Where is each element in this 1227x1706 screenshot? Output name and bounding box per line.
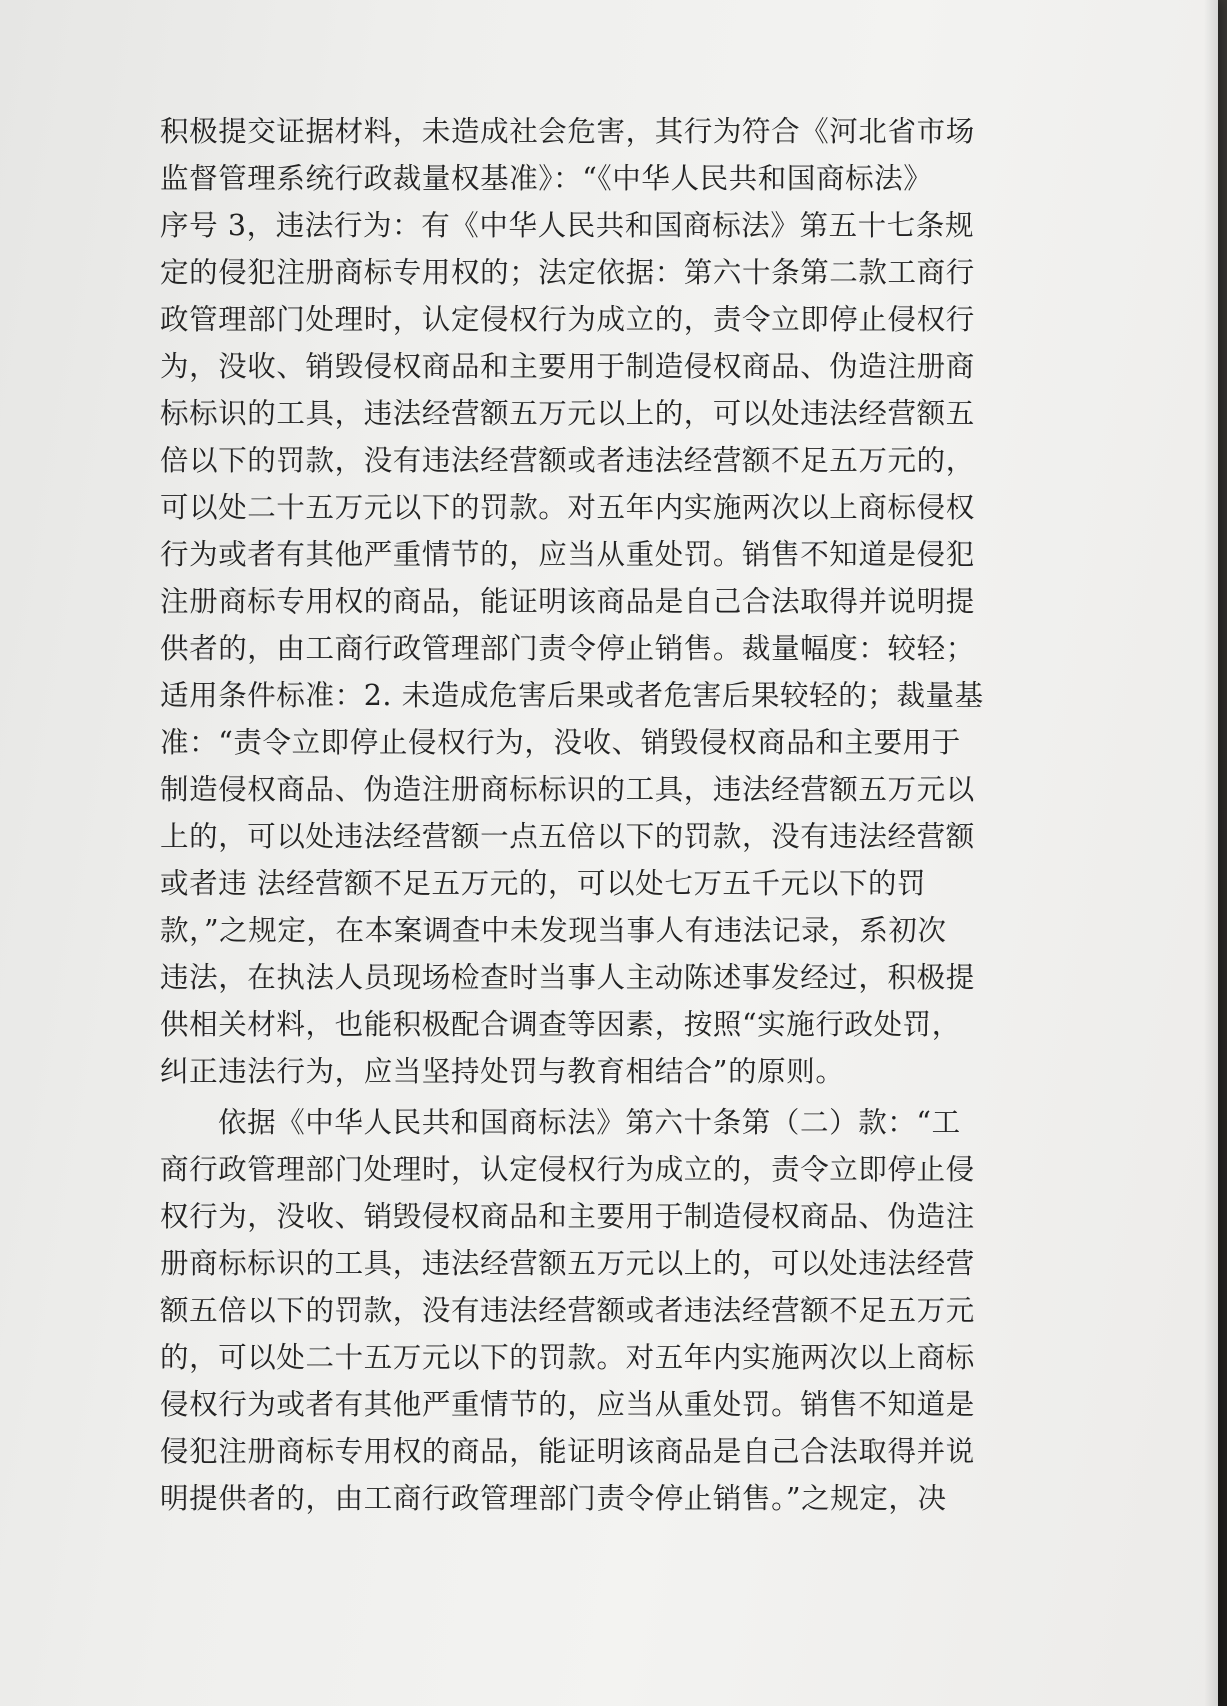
text-line: 准：“责令立即停止侵权行为，没收、销毁侵权商品和主要用于 [160, 726, 961, 759]
text-line: 积极提交证据材料，未造成社会危害，其行为符合《河北省市场 [160, 115, 975, 148]
text-line: 适用条件标准：2. 未造成危害后果或者危害后果较轻的；裁量基 [160, 679, 984, 712]
text-line: 明提供者的，由工商行政管理部门责令停止销售。”之规定，决 [160, 1482, 947, 1515]
text-line: 供者的，由工商行政管理部门责令停止销售。裁量幅度：较轻； [160, 632, 975, 665]
text-line: 侵权行为或者有其他严重情节的，应当从重处罚。销售不知道是 [160, 1388, 975, 1421]
text-line: 标标识的工具，违法经营额五万元以上的，可以处违法经营额五 [160, 397, 975, 430]
text-line: 制造侵权商品、伪造注册商标标识的工具，违法经营额五万元以 [160, 773, 975, 806]
page-edge-shadow [1204, 0, 1218, 1706]
text-line: 款，”之规定，在本案调查中未发现当事人有违法记录，系初次 [160, 914, 947, 947]
text-line: 违法，在执法人员现场检查时当事人主动陈述事发经过，积极提 [160, 961, 975, 994]
text-line: 商行政管理部门处理时，认定侵权行为成立的，责令立即停止侵 [160, 1153, 975, 1186]
text-line: 注册商标专用权的商品，能证明该商品是自己合法取得并说明提 [160, 585, 975, 618]
text-line: 或者违 法经营额不足五万元的，可以处七万五千元以下的罚 [160, 867, 927, 900]
text-line: 供相关材料，也能积极配合调查等因素，按照“实施行政处罚， [160, 1008, 961, 1041]
text-line: 监督管理系统行政裁量权基准》：“《中华人民共和国商标法》 [160, 162, 933, 195]
paragraph-start-line: 依据《中华人民共和国商标法》第六十条第（二）款：“工 [218, 1106, 961, 1139]
text-line: 的，可以处二十五万元以下的罚款。对五年内实施两次以上商标 [160, 1341, 975, 1374]
text-line: 政管理部门处理时，认定侵权行为成立的，责令立即停止侵权行 [160, 303, 975, 336]
text-line: 纠正违法行为，应当坚持处罚与教育相结合”的原则。 [160, 1055, 845, 1088]
text-line: 侵犯注册商标专用权的商品，能证明该商品是自己合法取得并说 [160, 1435, 975, 1468]
text-line: 额五倍以下的罚款，没有违法经营额或者违法经营额不足五万元 [160, 1294, 975, 1327]
text-line: 可以处二十五万元以下的罚款。对五年内实施两次以上商标侵权 [160, 491, 975, 524]
document-body [160, 108, 1060, 1522]
text-line: 行为或者有其他严重情节的，应当从重处罚。销售不知道是侵犯 [160, 538, 975, 571]
text-line: 定的侵犯注册商标专用权的；法定依据：第六十条第二款工商行 [160, 256, 975, 289]
text-line: 序号 3，违法行为：有《中华人民共和国商标法》第五十七条规 [160, 209, 975, 242]
text-line: 册商标标识的工具，违法经营额五万元以上的，可以处违法经营 [160, 1247, 975, 1280]
text-line: 倍以下的罚款，没有违法经营额或者违法经营额不足五万元的， [160, 444, 975, 477]
text-line: 为，没收、销毁侵权商品和主要用于制造侵权商品、伪造注册商 [160, 350, 975, 383]
text-line: 上的，可以处违法经营额一点五倍以下的罚款，没有违法经营额 [160, 820, 975, 853]
text-line: 权行为，没收、销毁侵权商品和主要用于制造侵权商品、伪造注 [160, 1200, 975, 1233]
